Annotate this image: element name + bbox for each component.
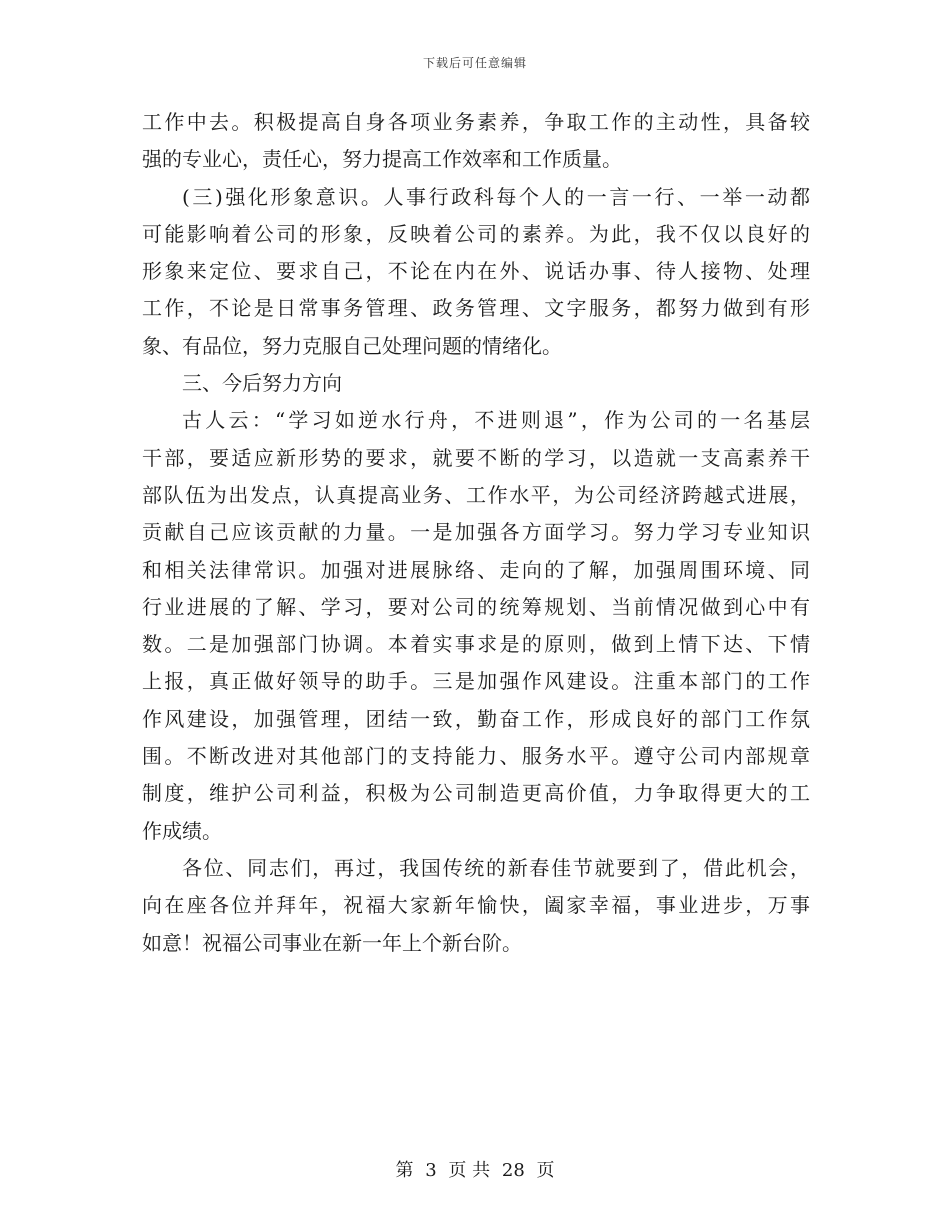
section-heading: 三、今后努力方向 <box>182 371 342 396</box>
text-line: 部队伍为出发点，认真提高业务、工作水平，为公司经济跨越式进展， <box>142 482 810 507</box>
page-number-current: 3 <box>425 1160 437 1181</box>
text-line: 强的专业心，责任心，努力提高工作效率和工作质量。 <box>142 147 622 172</box>
section-heading-line: (三)强化形象意识。人事行政科每个人的一言一行、一举一动都 <box>182 184 810 209</box>
text-line: 作成绩。 <box>142 818 222 843</box>
document-body <box>142 104 810 962</box>
text-line: 上报，真正做好领导的助手。三是加强作风建设。注重本部门的工作 <box>142 669 810 694</box>
text-line: 向在座各位并拜年，祝福大家新年愉快，阖家幸福，事业进步，万事 <box>142 893 810 918</box>
text-line: 围。不断改进对其他部门的支持能力、服务水平。遵守公司内部规章 <box>142 744 810 769</box>
text-line: 工作，不论是日常事务管理、政务管理、文字服务，都努力做到有形 <box>142 296 810 321</box>
page-prefix: 第 <box>395 1160 414 1181</box>
page-number-total: 28 <box>501 1160 525 1181</box>
text-line: 可能影响着公司的形象，反映着公司的素养。为此，我不仅以良好的 <box>142 221 810 246</box>
page-header: 下载后可任意编辑 <box>422 56 527 70</box>
text-line: 数。二是加强部门协调。本着实事求是的原则，做到上情下达、下情 <box>142 632 810 657</box>
page-mid: 页 共 <box>448 1160 491 1181</box>
text-line: 制度，维护公司利益，积极为公司制造更高价值，力争取得更大的工 <box>142 781 810 806</box>
text-line: 贡献自己应该贡献的力量。一是加强各方面学习。努力学习专业知识 <box>142 520 810 545</box>
paragraph-start-line: 古人云：“学习如逆水行舟，不进则退”，作为公司的一名基层 <box>182 408 810 433</box>
page-footer <box>0 1156 950 1182</box>
text-line: 工作中去。积极提高自身各项业务素养，争取工作的主动性，具备较 <box>142 110 810 134</box>
text-line: 干部，要适应新形势的要求，就要不断的学习，以造就一支高素养干 <box>142 445 810 470</box>
text-line: 形象来定位、要求自己，不论在内在外、说话办事、待人接物、处理 <box>142 259 810 284</box>
text-line: 如意！祝福公司事业在新一年上个新台阶。 <box>142 930 522 955</box>
text-line: 象、有品位，努力克服自己处理问题的情绪化。 <box>142 333 562 358</box>
text-line: 和相关法律常识。加强对进展脉络、走向的了解，加强周围环境、同 <box>142 557 810 582</box>
text-line: 作风建设，加强管理，团结一致，勤奋工作，形成良好的部门工作氛 <box>142 706 810 731</box>
paragraph-start-line: 各位、同志们，再过，我国传统的新春佳节就要到了，借此机会， <box>182 855 810 880</box>
text-line: 行业进展的了解、学习，要对公司的统筹规划、当前情况做到心中有 <box>142 594 810 619</box>
page-suffix: 页 <box>536 1160 555 1181</box>
